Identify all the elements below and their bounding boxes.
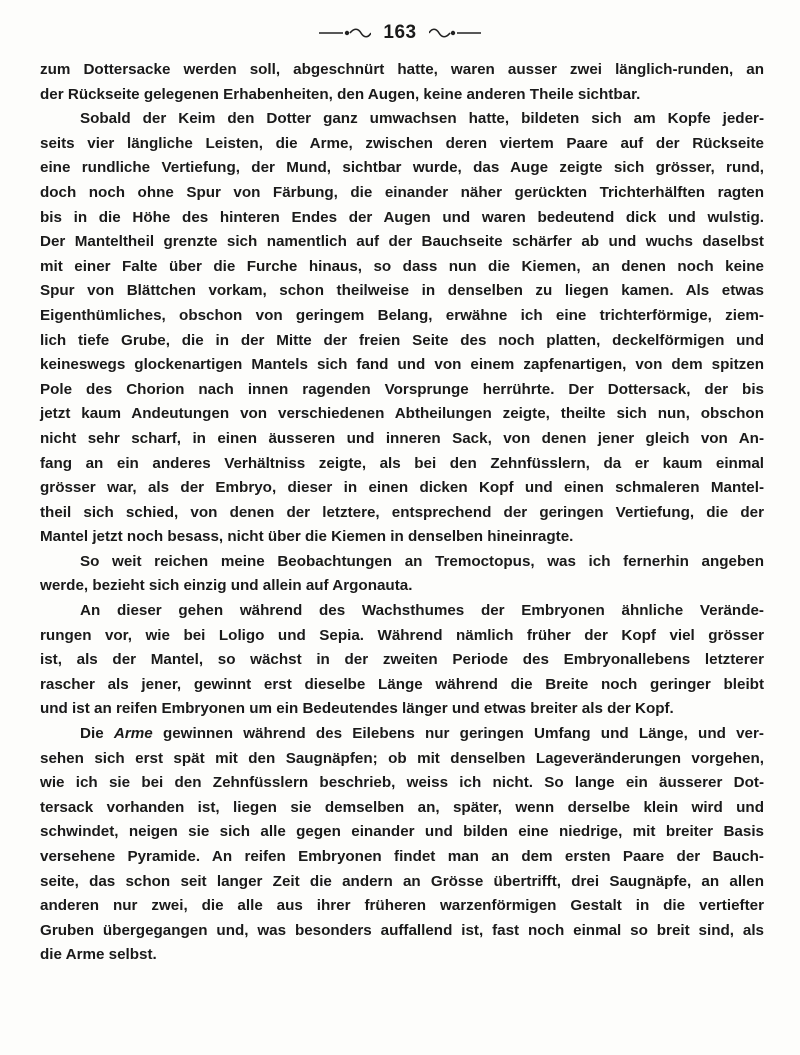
header-ornament-left <box>319 27 371 39</box>
text-line: Sobald der Keim den Dotter ganz umwachsen hatte, bildeten sich am Kopfe jeder- <box>80 110 764 128</box>
text-line: seits vier längliche Leisten, die Arme, zwischen deren viertem Paare auf der Rückseite <box>40 134 764 152</box>
running-header <box>0 18 800 48</box>
text-line: anderen nur zwei, die alle aus ihrer früheren warzenförmigen Gestalt in die vertiefter <box>40 897 764 915</box>
text-line: keineswegs glockenartigen Mantels sich fand und von einem zapfenartigen, von dem spitzen <box>40 356 764 374</box>
text-line: die Arme selbst. <box>40 946 157 964</box>
text-line: versehene Pyramide. An reifen Embryonen findet man an dem ersten Paare der Bauch- <box>40 848 764 865</box>
text-fragment: gewinnen während des Eilebens nur geringen Umfang und Länge, und ver- <box>152 725 764 743</box>
text-line: Eigenthümliches, obschon von geringem Belang, erwähne ich eine trichterförmige, ziem- <box>40 306 764 324</box>
text-line: zum Dottersacke werden soll, abgeschnürt hatte, waren ausser zwei länglich-runden, an <box>40 61 764 78</box>
text-line: eine rundliche Vertiefung, der Mund, sichtbar wurde, das Auge zeigte sich grösser, rund, <box>40 159 764 177</box>
text-line: wie ich sie bei den Zehnfüsslern beschrieb, weiss ich nicht. So lange ein äusserer Dot- <box>40 774 764 792</box>
text-line: mit einer Falte über die Furche hinaus, so dass nun die Kiemen, an denen noch keine <box>40 257 764 275</box>
text-line: theil sich schied, von denen der letztere, entsprechend der geringen Vertiefung, die der <box>40 503 764 521</box>
text-line: rungen vor, wie bei Loligo und Sepia. Während nämlich früher der Kopf viel grösser <box>40 626 764 644</box>
text-line: rascher als jener, gewinnt erst dieselbe Länge während die Breite noch geringer bleibt <box>40 675 764 693</box>
text-line: nicht sehr scharf, in einen äusseren und inneren Sack, von denen jener gleich von An- <box>40 429 764 447</box>
text-line: tersack vorhanden ist, liegen sie demselben an, später, wenn derselbe klein wird und <box>40 798 764 816</box>
header-ornament-right <box>429 27 481 39</box>
text-line: Mantel jetzt noch besass, nicht über die Kiemen in denselben hineinragte. <box>40 528 574 546</box>
text-line: werde, bezieht sich einzig und allein auf Argonauta. <box>40 577 413 595</box>
text-line: bis in die Höhe des hinteren Endes der Augen und waren bedeutend dick und wulstig. <box>40 208 764 226</box>
text-line: ist, als der Mantel, so wächst in der zweiten Periode des Embryonallebens letzterer <box>40 651 764 669</box>
text-line: der Rückseite gelegenen Erhabenheiten, den Augen, keine anderen Theile sichtbar. <box>40 85 641 103</box>
text-line: Der Manteltheil grenzte sich namentlich auf der Bauchseite schärfer ab und wuchs daselbst <box>40 233 764 251</box>
text-line: doch noch ohne Spur von Färbung, die einander näher gerückten Trichterhälften ragten <box>40 183 764 201</box>
page-number: 163 <box>383 22 417 43</box>
text-line: Pole des Chorion nach innen ragenden Vorsprunge herrührte. Der Dottersack, der bis <box>40 380 764 398</box>
text-fragment: Die <box>80 725 104 743</box>
text-line <box>40 722 764 747</box>
text-line: Gruben übergegangen und, was besonders auffallend ist, fast noch einmal so breit sind, als <box>40 921 764 939</box>
italic-term: Arme <box>113 725 153 743</box>
body-text <box>40 58 764 968</box>
text-line: und ist an reifen Embryonen um ein Bedeutendes länger und etwas breiter als der Kopf. <box>40 700 674 718</box>
text-line: jetzt kaum Andeutungen von verschiedenen Abtheilungen zeigte, theilte sich nun, obschon <box>40 405 764 423</box>
text-line: fang an ein anderes Verhältniss zeigte, als bei den Zehnfüsslern, da er kaum einmal <box>40 454 764 472</box>
text-line: sehen sich erst spät mit den Saugnäpfen; ob mit denselben Lageveränderungen vorgehen, <box>40 749 764 767</box>
text-line: schwindet, neigen sie sich alle gegen einander und bilden eine niedrige, mit breiter Basis <box>40 823 764 841</box>
text-line: An dieser gehen während des Wachsthumes der Embryonen ähnliche Verände- <box>80 602 764 620</box>
text-line: lich tiefe Grube, die in der Mitte der freien Seite des noch platten, deckelförmigen und <box>40 331 764 349</box>
text-line: grösser war, als der Embryo, dieser in einen dicken Kopf und einen schmaleren Mantel- <box>40 479 764 497</box>
text-line: So weit reichen meine Beobachtungen an Tremoctopus, was ich fernerhin angeben <box>80 552 764 570</box>
text-line: seite, das schon seit langer Zeit die andern an Grösse übertrifft, drei Saugnäpfe, an allen <box>40 872 764 890</box>
text-line: Spur von Blättchen vorkam, schon theilweise in denselben zu liegen kamen. Als etwas <box>40 282 764 300</box>
